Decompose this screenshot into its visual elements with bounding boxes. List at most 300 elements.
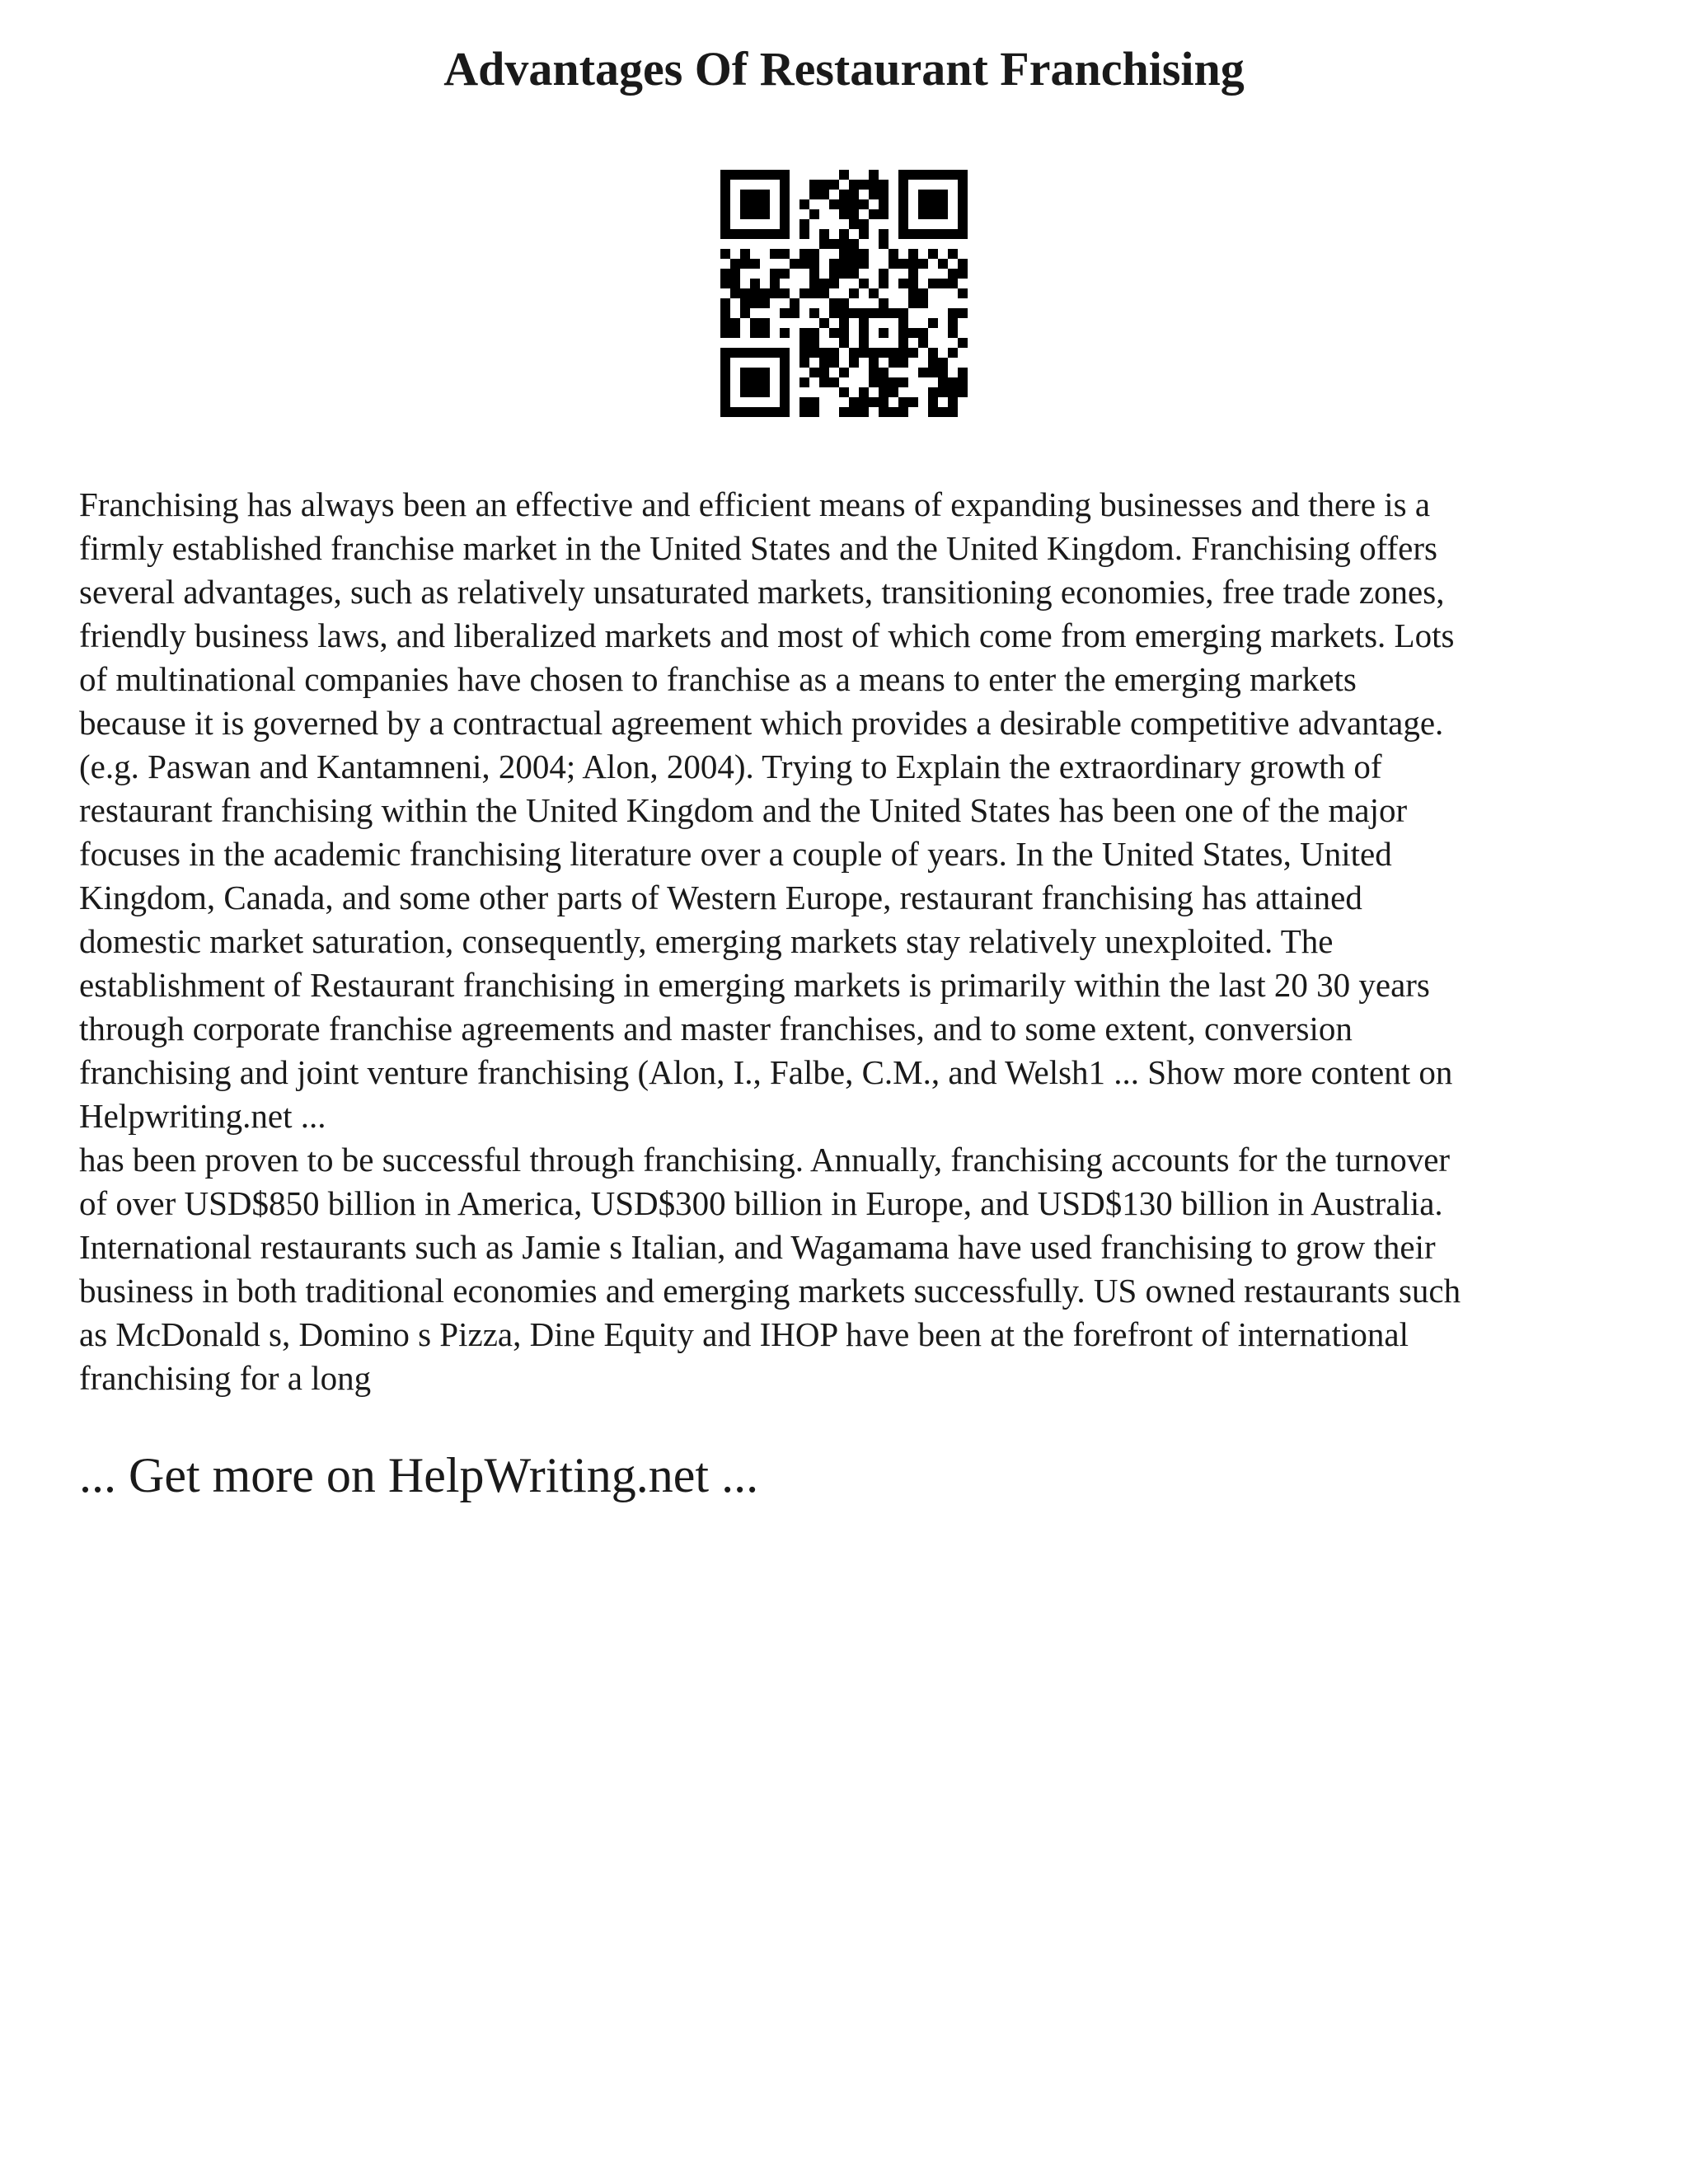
qr-module (938, 279, 948, 288)
qr-module (879, 407, 889, 417)
qr-module (958, 219, 968, 229)
qr-module (720, 298, 730, 308)
qr-module (908, 170, 918, 180)
qr-module (740, 407, 750, 417)
qr-module (879, 190, 889, 199)
qr-module (859, 407, 869, 417)
qr-module (839, 239, 849, 249)
qr-module (859, 328, 869, 338)
qr-module (740, 387, 750, 397)
qr-module (849, 407, 859, 417)
qr-module (839, 407, 849, 417)
qr-module (750, 279, 760, 288)
qr-module (908, 288, 918, 298)
qr-module (750, 318, 760, 328)
qr-module (948, 279, 958, 288)
qr-module (829, 358, 839, 368)
qr-module (720, 318, 730, 328)
qr-module (760, 318, 770, 328)
qr-module (799, 358, 809, 368)
qr-module (879, 328, 889, 338)
qr-module (908, 397, 918, 407)
qr-module (898, 358, 908, 368)
qr-module (948, 407, 958, 417)
qr-module (839, 318, 849, 328)
qr-module (948, 249, 958, 259)
qr-module (849, 180, 859, 190)
qr-module (799, 219, 809, 229)
qr-module (958, 190, 968, 199)
qr-module (898, 318, 908, 328)
qr-module (898, 279, 908, 288)
qr-module (740, 259, 750, 269)
qr-module (839, 190, 849, 199)
qr-module (780, 249, 790, 259)
qr-module (760, 209, 770, 219)
qr-module (918, 190, 928, 199)
qr-module (928, 249, 938, 259)
qr-module (730, 328, 740, 338)
qr-module (938, 229, 948, 239)
qr-module (720, 348, 730, 358)
qr-module (898, 338, 908, 348)
qr-module (799, 199, 809, 209)
qr-module (948, 377, 958, 387)
qr-module (918, 170, 928, 180)
qr-module (809, 209, 819, 219)
qr-module (720, 170, 730, 180)
qr-module (908, 229, 918, 239)
qr-module (918, 328, 928, 338)
qr-module (720, 229, 730, 239)
qr-module (780, 269, 790, 279)
qr-module (799, 377, 809, 387)
qr-module (780, 209, 790, 219)
qr-module (760, 288, 770, 298)
qr-module (879, 308, 889, 318)
qr-module (869, 368, 879, 377)
qr-module (740, 229, 750, 239)
qr-module (780, 397, 790, 407)
qr-module (750, 259, 760, 269)
qr-module (898, 328, 908, 338)
qr-module (790, 308, 799, 318)
qr-module (898, 377, 908, 387)
qr-module (849, 348, 859, 358)
qr-module (948, 170, 958, 180)
qr-module (809, 338, 819, 348)
qr-module (879, 199, 889, 209)
qr-module (938, 259, 948, 269)
qr-module (829, 180, 839, 190)
qr-module (809, 328, 819, 338)
qr-module (809, 368, 819, 377)
qr-module (839, 209, 849, 219)
qr-module (799, 328, 809, 338)
get-more-link[interactable]: ... Get more on HelpWriting.net ... (79, 1448, 759, 1502)
qr-module (879, 298, 889, 308)
qr-module (720, 279, 730, 288)
qr-module (760, 387, 770, 397)
qr-module (720, 180, 730, 190)
qr-module (889, 377, 898, 387)
article-body: Franchising has always been an effective and efficient means of expanding businesses and there is a firmly established franchise market in the United States and the United Kingdom. Franchising offers several advantages, such as relatively unsaturated markets, transitioning economies, free trade zones, friendly business laws, and liberalized markets and most of which come from emerging markets. Lots of multinational companies have chosen to franchise as a means to enter the emerging markets because it is governed by a contractual agreement which provides a desirable competitive advantage. (e.g. Paswan and Kantamneni, 2004; Alon, 2004). Trying to Explain the extraordinary growth of restaurant franchising within the United Kingdom and the United States has been one of the major focuses in the academic franchising literature over a couple of years. In the United States, United Kingdom, Canada, and some other parts of Western Europe, restaurant franchising has attained domestic market saturation, consequently, emerging markets stay relatively unexploited. The establishment of Restaurant franchising in emerging markets is primarily within the last 20 30 years through corporate franchise agreements and master franchises, and to some extent, conversion franchising and joint venture franchising (Alon, I., Falbe, C.M., and Welsh1 ... Show more content on Helpwriting.net ... has been proven to be successful through franchising. Annually, franchising accounts for the turnover of over USD$850 billion in America, USD$300 billion in Europe, and USD$130 billion in Australia. International restaurants such as Jamie s Italian, and Wagamama have used franchising to grow their business in both traditional economies and emerging markets successfully. US owned restaurants such as McDonald s, Domino s Pizza, Dine Equity and IHOP have been at the forefront of international franchising for a long (79, 485, 1461, 1397)
qr-module (740, 190, 750, 199)
qr-module (958, 209, 968, 219)
qr-module (938, 209, 948, 219)
qr-module (770, 229, 780, 239)
qr-module (849, 308, 859, 318)
qr-module (948, 308, 958, 318)
qr-module (879, 209, 889, 219)
qr-module (780, 407, 790, 417)
qr-module (809, 308, 819, 318)
qr-module (859, 397, 869, 407)
qr-module (799, 397, 809, 407)
qr-module (908, 298, 918, 308)
qr-module (898, 308, 908, 318)
qr-module (898, 190, 908, 199)
qr-module (889, 249, 898, 259)
qr-module (750, 368, 760, 377)
qr-module (859, 279, 869, 288)
qr-module (938, 358, 948, 368)
qr-module (819, 239, 829, 249)
qr-module (730, 259, 740, 269)
qr-module (839, 269, 849, 279)
qr-module (889, 308, 898, 318)
qr-module (928, 387, 938, 397)
qr-module (750, 209, 760, 219)
qr-module (730, 288, 740, 298)
qr-module (750, 348, 760, 358)
qr-module (720, 249, 730, 259)
qr-module (928, 397, 938, 407)
qr-module (859, 180, 869, 190)
qr-module (730, 407, 740, 417)
qr-module (809, 288, 819, 298)
qr-module (918, 338, 928, 348)
qr-module (879, 239, 889, 249)
qr-module (839, 298, 849, 308)
qr-module (780, 170, 790, 180)
qr-module (839, 249, 849, 259)
qr-module (849, 219, 859, 229)
qr-module (770, 269, 780, 279)
qr-module (849, 288, 859, 298)
qr-module (879, 269, 889, 279)
qr-module (879, 397, 889, 407)
qr-module (849, 397, 859, 407)
qr-module (829, 328, 839, 338)
qr-module (859, 219, 869, 229)
qr-module (898, 259, 908, 269)
qr-module (770, 279, 780, 288)
qr-module (770, 170, 780, 180)
qr-module (720, 199, 730, 209)
qr-module (859, 348, 869, 358)
qr-module (869, 288, 879, 298)
qr-module (809, 407, 819, 417)
qr-module (819, 288, 829, 298)
qr-module (819, 368, 829, 377)
qr-module (720, 387, 730, 397)
qr-module (750, 298, 760, 308)
qr-module (948, 229, 958, 239)
qr-module (958, 229, 968, 239)
qr-module (740, 288, 750, 298)
qr-module (879, 377, 889, 387)
qr-module (879, 368, 889, 377)
qr-module (780, 190, 790, 199)
qr-module (928, 190, 938, 199)
qr-module (849, 358, 859, 368)
qr-module (819, 180, 829, 190)
qr-module (819, 279, 829, 288)
qr-module (869, 170, 879, 180)
qr-module (750, 229, 760, 239)
qr-module (760, 190, 770, 199)
qr-module (720, 407, 730, 417)
qr-module (859, 249, 869, 259)
qr-module (819, 358, 829, 368)
qr-module (889, 348, 898, 358)
qr-module (859, 308, 869, 318)
qr-module (859, 259, 869, 269)
qr-module (720, 397, 730, 407)
qr-module (958, 387, 968, 397)
qr-module (829, 259, 839, 269)
qr-module (720, 219, 730, 229)
qr-module (869, 377, 879, 387)
qr-module (819, 377, 829, 387)
qr-module (958, 308, 968, 318)
qr-module (918, 209, 928, 219)
qr-module (928, 279, 938, 288)
qr-module (918, 199, 928, 209)
qr-module (819, 318, 829, 328)
qr-module (780, 288, 790, 298)
qr-module (889, 407, 898, 417)
qr-module (720, 269, 730, 279)
qr-module (898, 397, 908, 407)
qr-module (809, 279, 819, 288)
qr-module (938, 170, 948, 180)
qr-module (740, 348, 750, 358)
qr-module (849, 249, 859, 259)
qr-module (859, 338, 869, 348)
qr-module (898, 407, 908, 417)
qr-module (740, 170, 750, 180)
qr-module (770, 288, 780, 298)
qr-module (760, 170, 770, 180)
qr-module (780, 229, 790, 239)
qr-module (958, 377, 968, 387)
qr-module (898, 348, 908, 358)
qr-module (839, 387, 849, 397)
qr-module (730, 269, 740, 279)
qr-module (809, 269, 819, 279)
qr-module (928, 358, 938, 368)
qr-module (790, 298, 799, 308)
qr-module (908, 348, 918, 358)
qr-module (839, 328, 849, 338)
qr-module (799, 338, 809, 348)
qr-module (819, 348, 829, 358)
qr-module (918, 298, 928, 308)
qr-module (928, 348, 938, 358)
qr-module (958, 199, 968, 209)
qr-module (799, 288, 809, 298)
qr-module (928, 229, 938, 239)
qr-module (799, 229, 809, 239)
qr-module (849, 190, 859, 199)
qr-module (938, 407, 948, 417)
qr-module (740, 199, 750, 209)
qr-module (869, 308, 879, 318)
qr-module (799, 249, 809, 259)
qr-module (760, 328, 770, 338)
qr-module (928, 368, 938, 377)
qr-module (790, 259, 799, 269)
qr-module (750, 328, 760, 338)
qr-module (849, 239, 859, 249)
qr-module (809, 259, 819, 269)
qr-module (938, 368, 948, 377)
qr-module (908, 269, 918, 279)
qr-module (829, 269, 839, 279)
qr-module (918, 259, 928, 269)
qr-module (740, 249, 750, 259)
qr-module (760, 229, 770, 239)
qr-module (760, 407, 770, 417)
qr-module (809, 180, 819, 190)
qr-code-icon (720, 170, 968, 417)
qr-module (740, 298, 750, 308)
qr-module (750, 377, 760, 387)
qr-module (849, 259, 859, 269)
qr-module (938, 199, 948, 209)
qr-module (869, 190, 879, 199)
qr-module (750, 387, 760, 397)
qr-module (918, 288, 928, 298)
qr-module (780, 180, 790, 190)
qr-module (859, 387, 869, 397)
qr-module (829, 279, 839, 288)
qr-module (869, 348, 879, 358)
qr-module (898, 180, 908, 190)
qr-module (750, 407, 760, 417)
qr-module (740, 377, 750, 387)
qr-module (849, 269, 859, 279)
qr-module (948, 397, 958, 407)
qr-module (928, 407, 938, 417)
qr-module (730, 318, 740, 328)
qr-module (780, 219, 790, 229)
qr-module (720, 308, 730, 318)
qr-module (829, 348, 839, 358)
qr-module (869, 397, 879, 407)
qr-module (730, 348, 740, 358)
qr-module (938, 190, 948, 199)
qr-module (839, 338, 849, 348)
qr-module (898, 199, 908, 209)
qr-module (859, 318, 869, 328)
qr-module (760, 298, 770, 308)
qr-module (918, 229, 928, 239)
qr-module (780, 368, 790, 377)
qr-module (799, 348, 809, 358)
qr-module (859, 199, 869, 209)
qr-module (869, 209, 879, 219)
qr-module (809, 348, 819, 358)
qr-module (829, 377, 839, 387)
qr-module (958, 269, 968, 279)
qr-module (889, 259, 898, 269)
qr-module (898, 229, 908, 239)
qr-module (829, 308, 839, 318)
qr-module (928, 170, 938, 180)
qr-module (948, 318, 958, 328)
qr-module (839, 368, 849, 377)
qr-module (938, 387, 948, 397)
qr-module (879, 348, 889, 358)
qr-module (720, 358, 730, 368)
qr-module (958, 288, 968, 298)
qr-module (780, 199, 790, 209)
qr-module (938, 377, 948, 387)
qr-module (780, 328, 790, 338)
qr-module (780, 387, 790, 397)
qr-module (799, 259, 809, 269)
qr-module (750, 190, 760, 199)
qr-module (780, 348, 790, 358)
qr-module (928, 209, 938, 219)
qr-module (839, 229, 849, 239)
qr-module (928, 199, 938, 209)
qr-module (730, 170, 740, 180)
qr-module (740, 209, 750, 219)
qr-module (908, 259, 918, 269)
qr-module (958, 368, 968, 377)
qr-module (849, 209, 859, 219)
qr-module (958, 170, 968, 180)
qr-module (839, 259, 849, 269)
qr-module (859, 229, 869, 239)
qr-module (879, 279, 889, 288)
qr-module (740, 308, 750, 318)
qr-module (829, 298, 839, 308)
qr-module (819, 229, 829, 239)
qr-module (958, 180, 968, 190)
qr-module (948, 348, 958, 358)
qr-module (908, 249, 918, 259)
qr-module (809, 190, 819, 199)
qr-module (829, 199, 839, 209)
qr-module (908, 279, 918, 288)
page-title: Advantages Of Restaurant Franchising (443, 42, 1245, 96)
qr-module (809, 249, 819, 259)
qr-module (819, 190, 829, 199)
qr-module (760, 377, 770, 387)
qr-module (780, 358, 790, 368)
qr-module (839, 199, 849, 209)
qr-module (958, 338, 968, 348)
qr-module (948, 328, 958, 338)
qr-module (720, 328, 730, 338)
qr-module (720, 209, 730, 219)
qr-module (879, 229, 889, 239)
